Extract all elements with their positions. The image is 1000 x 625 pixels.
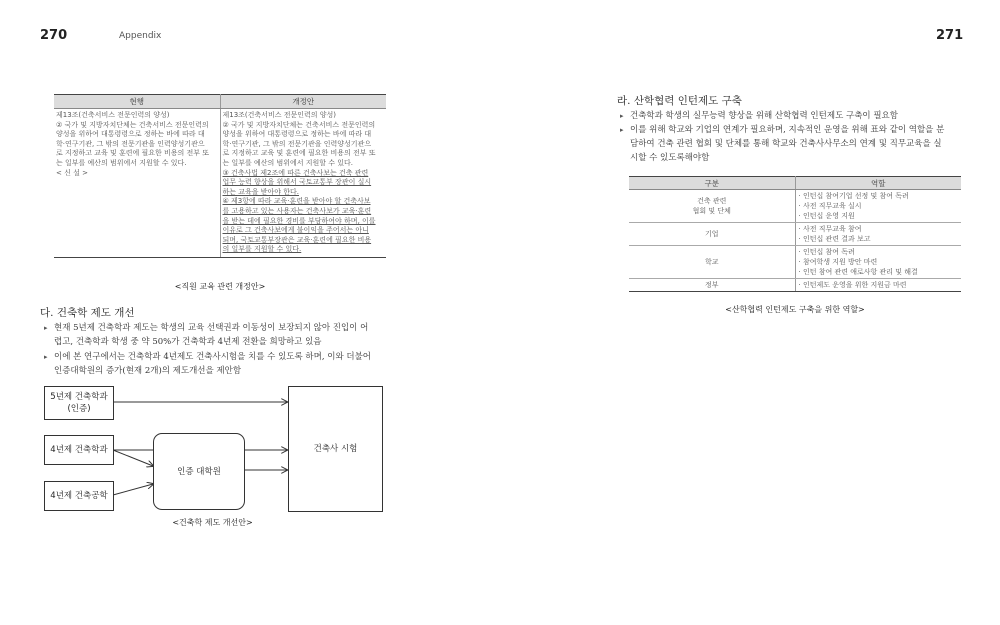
underlined-line: 를 고용하고 있는 사용자는 건축사보가 교육·훈련 — [222, 206, 372, 215]
table-row — [629, 190, 961, 223]
box-line: (인증) — [67, 404, 91, 414]
bullet-line: 인증대학원의 증가(현재 2개)의 제도개선을 제안함 — [54, 366, 242, 376]
text-line: 건축 관련 — [697, 197, 727, 205]
underlined-line: 하는 교육을 받아야 한다. — [222, 187, 300, 196]
underlined-line: 의 일부를 지원할 수 있다. — [222, 245, 302, 254]
text-line: · 인턴제도 운영을 위한 지원금 마련 — [798, 281, 907, 289]
arrow-4yr-eng-to-grad — [113, 484, 153, 495]
text-line: 학교 — [704, 258, 719, 266]
text-line: ② 국가 및 지방자치단체는 건축서비스 전문인력의 — [222, 120, 376, 129]
diagram-caption: <건축학 제도 개선안> — [172, 518, 253, 527]
underlined-line: ③ 건축사법 제2조에 따른 건축사보는 건축 관련 — [222, 168, 369, 177]
bullet-marker: ▸ — [620, 112, 624, 120]
roles-role-cell — [795, 223, 961, 246]
text-line: · 인턴십 참여 독려 — [798, 248, 855, 256]
roles-category-cell — [629, 246, 795, 279]
table-row — [629, 246, 961, 279]
text-line: · 인턴십 운영 지원 — [798, 212, 855, 220]
section-ra-bullet — [620, 109, 965, 123]
bullet-marker: ▸ — [44, 353, 48, 361]
roles-header-category: 구분 — [629, 177, 795, 190]
text-line: 는 일부를 예산의 범위에서 지원할 수 있다. — [222, 158, 354, 167]
bullet-line: 건축학과 학생의 실무능력 향상을 위해 산학협력 인턴제도 구축이 필요함 — [630, 111, 898, 121]
roles-category-cell — [629, 190, 795, 223]
bullet-line: 시할 수 있도록해야함 — [630, 153, 710, 163]
text-line: · 인턴십 참여기업 선정 및 참여 독려 — [798, 192, 909, 200]
underlined-line: ④ 제3항에 따라 교육·훈련을 받아야 할 건축사보 — [222, 197, 371, 206]
section-ra-bullet — [620, 123, 965, 165]
bullet-line: 이에 본 연구에서는 건축학과 4년제도 건축사시험을 치를 수 있도록 하며, 이와 더불어 — [54, 352, 372, 362]
text-line: 학·연구기관, 그 밖의 전문기관을 인력양성기관으 — [222, 139, 372, 148]
table-row — [629, 223, 961, 246]
underlined-line: 되며, 국토교통부장관은 교육·훈련에 필요한 비용 — [222, 235, 372, 244]
text-line: · 참여학생 지원 방안 마련 — [798, 258, 878, 266]
text-line: 제13조(건축서비스 전문인력의 양성) — [56, 111, 170, 119]
underlined-line: 을 받는 데에 필요한 경비를 부담하여야 하며, 이를 — [222, 216, 376, 225]
box-4yr-arch-engineering: 4년제 건축공학 — [44, 481, 114, 511]
bullet-line: 담하여 건축 관련 협회 및 단체를 통해 학교와 건축사사무소의 연계 및 직무교육을 실 — [630, 139, 942, 149]
roles-category-cell — [629, 279, 795, 292]
section-ra-heading: 라. 산학협력 인턴제도 구축 — [617, 95, 742, 107]
left-page-number: 270 — [40, 28, 68, 43]
box-4yr-architecture: 4년제 건축학과 — [44, 435, 114, 465]
text-line: · 사전 직무교육 참여 — [798, 225, 862, 233]
bullet-marker: ▸ — [620, 126, 624, 134]
text-line: 협회 및 단체 — [692, 207, 731, 215]
arrow-4yr-arch-to-grad — [113, 450, 153, 466]
running-title: Appendix — [119, 31, 162, 41]
bullet-line: 렵고, 건축학과 학생 중 약 50%가 건축학과 4년제 전환을 희망하고 있음 — [54, 337, 322, 347]
right-page-number: 271 — [936, 28, 964, 43]
bullet-line: 이를 위해 학교와 기업의 연계가 필요하며, 지속적인 운영을 위해 표와 같이 역할을 분 — [630, 125, 945, 135]
roles-role-cell — [795, 190, 961, 223]
amendment-header-current: 현행 — [54, 95, 220, 109]
roles-table-caption: <산학협력 인턴제도 구축을 위한 역할> — [725, 305, 865, 314]
box-line: 5년제 건축학과 — [50, 392, 108, 402]
underlined-line: 이유로 그 건축사보에게 불이익을 주어서는 아니 — [222, 226, 369, 235]
text-line: · 사전 직무교육 실시 — [798, 202, 862, 210]
text-line: · 인턴십 관련 결과 보고 — [798, 235, 871, 243]
text-line: 제13조(건축서비스 전문인력의 양성) — [222, 111, 336, 119]
section-da-heading: 다. 건축학 제도 개선 — [40, 307, 135, 319]
roles-role-cell — [795, 246, 961, 279]
box-certified-graduate-school: 인증 대학원 — [153, 433, 245, 510]
text-line: 로 지정하고 교육 및 훈련에 필요한 비용의 전부 또 — [222, 149, 376, 158]
text-line: 기업 — [704, 230, 719, 238]
bullet-line: 현재 5년제 건축학과 제도는 학생의 교육 선택권과 이동성이 보장되지 않아 진입이 어 — [54, 323, 369, 333]
box-5yr-architecture — [44, 386, 114, 420]
text-line: 로 지정하고 교육 및 훈련에 필요한 비용의 전부 또 — [56, 149, 210, 158]
roles-role-cell — [795, 279, 961, 292]
text-line: 양성을 위하여 대통령령으로 정하는 바에 따라 대 — [222, 130, 372, 139]
bullet-marker: ▸ — [44, 324, 48, 332]
text-line: ② 국가 및 지방자치단체는 건축서비스 전문인력의 — [56, 120, 209, 129]
text-line: 정부 — [704, 281, 719, 289]
table-row — [629, 279, 961, 292]
roles-header-role: 역할 — [795, 177, 961, 190]
text-line: < 신 설 > — [56, 168, 88, 177]
text-line: 는 일부를 예산의 범위에서 지원할 수 있다. — [56, 158, 187, 167]
amendment-table-caption: <직원 교육 관련 개정안> — [174, 282, 266, 291]
roles-table — [629, 176, 961, 292]
text-line: 양성을 위하여 대통령령으로 정하는 바에 따라 대 — [56, 130, 205, 139]
underlined-line: 업무 능력 향상을 위해서 국토교통부 장관이 실시 — [222, 178, 372, 187]
box-architect-exam: 건축사 시험 — [288, 386, 383, 512]
text-line: · 인턴 참여 관련 애로사항 관리 및 해결 — [798, 268, 918, 276]
roles-category-cell — [629, 223, 795, 246]
amendment-header-proposed: 개정안 — [220, 95, 386, 109]
text-line: 학·연구기관, 그 밖의 전문기관을 인력양성기관으 — [56, 139, 205, 148]
